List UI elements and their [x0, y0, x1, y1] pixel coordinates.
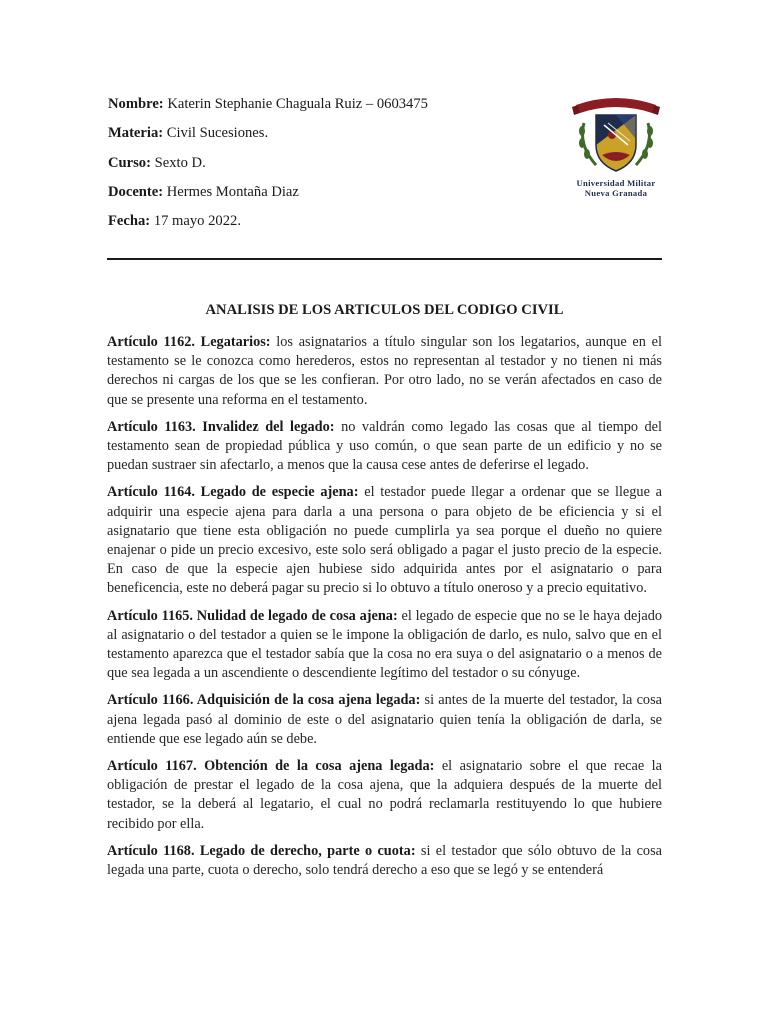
article-1162	[107, 333, 662, 410]
info-fecha	[108, 207, 528, 236]
info-materia	[108, 119, 528, 148]
field-label: Fecha:	[108, 213, 151, 230]
field-value: Hermes Montaña Diaz	[166, 183, 299, 200]
document-title: ANALISIS DE LOS ARTICULOS DEL CODIGO CIVIL	[205, 302, 564, 318]
article-heading: Artículo 1164. Legado de especie ajena:	[107, 484, 359, 501]
article-1167	[107, 757, 662, 834]
article-heading: Artículo 1165. Nulidad de legado de cosa ajena:	[107, 607, 398, 624]
field-value: Sexto D.	[154, 154, 206, 171]
university-name	[558, 178, 674, 198]
info-curso	[108, 149, 528, 178]
articles-body	[107, 333, 662, 888]
field-label: Nombre:	[108, 96, 164, 112]
article-text: los asignatarios a título singular son los legatarios, aunque en el testamento se le conozca como herederos, estos no representan al testador y no tienen ni más derechos ni cargas de los que se les confieran. Por otro lado, no se verán afectados en caso de que se presente una reforma en el testamento.	[107, 334, 662, 408]
article-heading: Artículo 1166. Adquisición de la cosa ajena legada:	[107, 692, 421, 709]
info-nombre	[108, 90, 528, 119]
field-value: Civil Sucesiones.	[166, 125, 269, 142]
university-name-line2: Nueva Granada	[584, 188, 648, 198]
university-crest-icon	[570, 95, 662, 179]
article-text: si el testador que sólo obtuvo de la cosa legada una parte, cuota o derecho, solo tendrá derecho a eso que se legó y se entenderá	[107, 842, 662, 879]
university-name-line1: Universidad Militar	[576, 178, 656, 188]
info-docente	[108, 178, 528, 207]
article-text: el asignatario sobre el que recae la obligación de prestar el legado de la cosa ajena, que la adquiera después de la muerte del testador, se la deberá al legatario, el cual no podrá reclamarla restituyendo lo que hubiere recibido por ella.	[107, 758, 662, 832]
article-1166	[107, 691, 662, 749]
field-label: Docente:	[108, 183, 164, 200]
article-heading: Artículo 1163. Invalidez del legado:	[107, 418, 335, 435]
article-text: no valdrán como legado las cosas que al tiempo del testamento sean de propiedad pública y uso común, o que sean parte de un edificio y no se puedan sustraer sin afectarlo, a menos que la causa cese antes de deferirse el legado.	[107, 418, 662, 474]
header-divider	[107, 258, 662, 260]
article-heading: Artículo 1167. Obtención de la cosa ajena legada:	[107, 758, 435, 775]
article-text: si antes de la muerte del testador, la cosa ajena legada pasó al dominio de este o del asignatario quien tenía la obligación de darla, se entiende que ese legado aún se debe.	[107, 692, 662, 747]
field-value: 17 mayo 2022.	[153, 213, 241, 230]
article-text: el legado de especie que no se le haya dejado al asignatario o del testador a quien se le impone la obligación de darlo, es nulo, salvo que en el testamento aparezca que el testador sabía que la cosa no era suya o del asignatario o a menos de que sea legada a un ascendiente o descendiente legítimo del testador o su cónyuge.	[107, 607, 663, 682]
article-heading: Artículo 1162. Legatarios:	[107, 334, 271, 350]
article-1164	[107, 483, 662, 598]
article-1165	[107, 607, 662, 684]
field-label: Materia:	[108, 125, 164, 142]
field-value: Katerin Stephanie Chaguala Ruiz – 0603475	[167, 96, 428, 112]
student-info	[108, 90, 528, 236]
article-1168	[107, 842, 662, 880]
article-text: el testador puede llegar a ordenar que se llegue a adquirir una especie ajena para darla a una persona o para objeto de be eficiencia y si el asignatario que tiene esta obligación no puede cumplirla ya sea porque el dueño no quiere enajenar o pide un precio excesivo, este solo será obligado a pagar el justo precio de la especie. En caso de que la especie ajen hubiese sido adquirida antes por el asignatario o para beneficencia, este no deberá pagar su precio si lo obtuvo a título oneroso y a precio equitativo.	[107, 484, 663, 597]
article-heading: Artículo 1168. Legado de derecho, parte o cuota:	[107, 842, 416, 859]
article-1163	[107, 418, 662, 476]
field-label: Curso:	[108, 154, 151, 171]
